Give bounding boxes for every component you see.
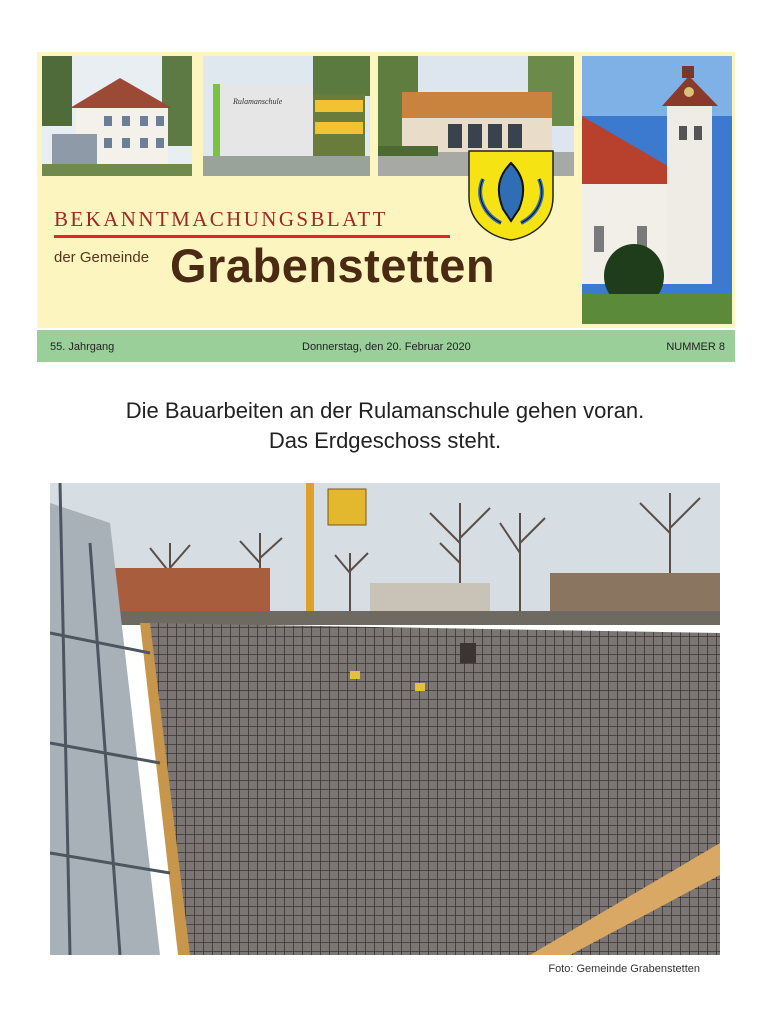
publication-subtitle: der Gemeinde bbox=[54, 249, 150, 266]
publication-title: BEKANNTMACHUNGSBLATT bbox=[54, 207, 388, 231]
header-photo-house bbox=[42, 56, 192, 176]
town-name: Grabenstetten bbox=[170, 239, 496, 292]
headline-line-2: Das Erdgeschoss steht. bbox=[268, 428, 502, 453]
photo-credit: Foto: Gemeinde Grabenstetten bbox=[548, 963, 700, 975]
school-sign: Rulamanschule bbox=[233, 97, 283, 106]
header-photo-church bbox=[582, 56, 732, 324]
masthead bbox=[37, 52, 735, 328]
headline-line-1: Die Bauarbeiten an der Rulamanschule gehen voran. bbox=[125, 398, 645, 423]
issue-number: NUMMER 8 bbox=[666, 341, 725, 353]
coat-of-arms-icon bbox=[467, 149, 555, 241]
issue-info-bar bbox=[37, 330, 735, 362]
volume-label: 55. Jahrgang bbox=[50, 341, 115, 353]
headline bbox=[0, 396, 770, 456]
issue-date: Donnerstag, den 20. Februar 2020 bbox=[302, 341, 471, 353]
construction-photo bbox=[50, 483, 720, 955]
header-photo-school bbox=[203, 56, 370, 176]
